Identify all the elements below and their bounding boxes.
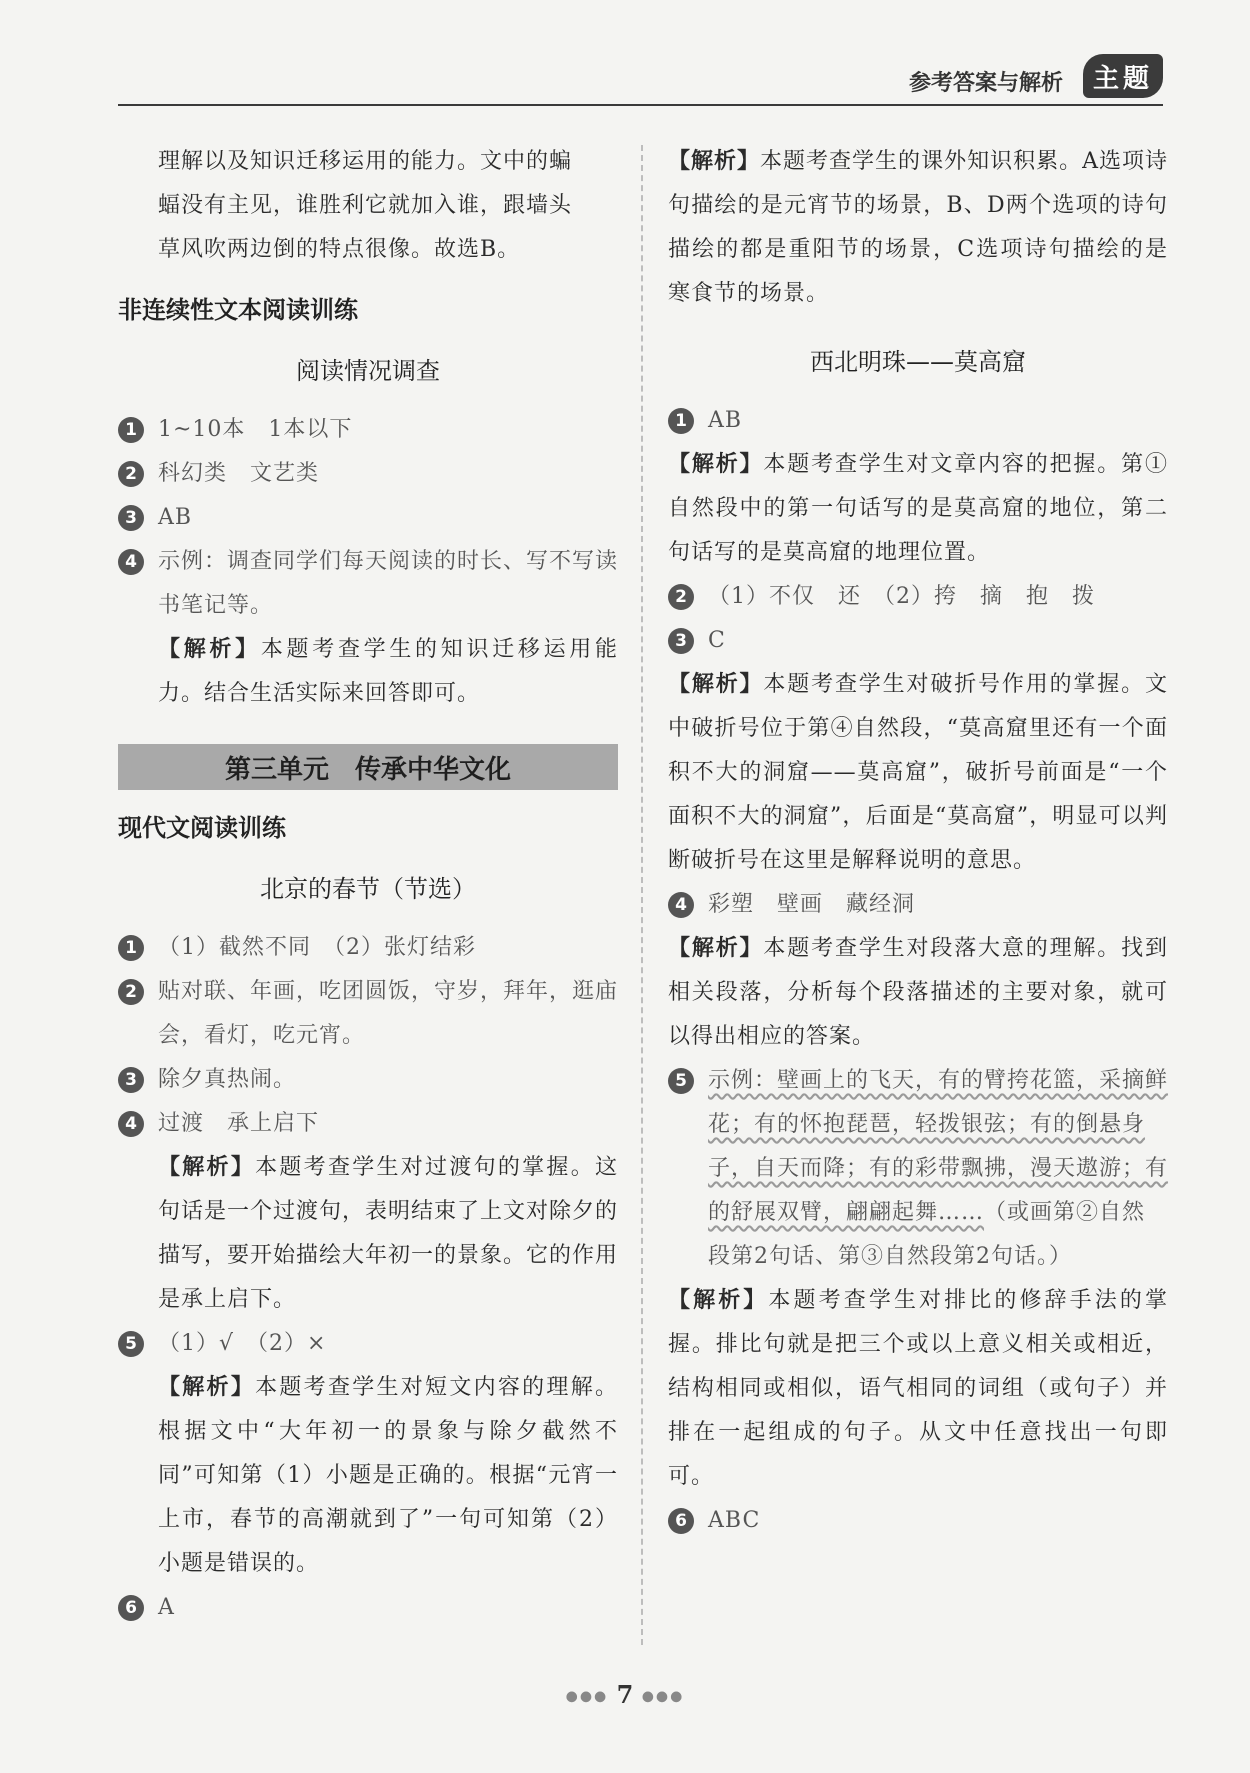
column-divider [641,145,643,1645]
analysis-paragraph [118,1146,618,1322]
analysis-tag: 【解析】 [668,672,764,697]
answer-item [118,1102,618,1146]
question-number: 6 [668,1508,694,1534]
answer-text: （1）不仅 还 （2）挎 摘 抱 拨 [708,584,1095,609]
answer-underlined: 示例：壁画上的飞天，有的臂挎花篮，采摘鲜花；有的怀抱琵琶，轻拨银弦；有的倒悬身子，自天而降；有的彩带飘拂，漫天遨游；有的舒展双臂，翩翩起舞…… [708,1068,1169,1225]
intro-line-1: 理解以及知识迁移运用的能力。文中的蝙 [158,149,573,174]
analysis-paragraph [118,1366,618,1586]
answer-text: 贴对联、年画，吃团圆饭，守岁，拜年，逛庙会，看灯，吃元宵。 [158,979,619,1048]
answer-item [118,926,618,970]
question-number: 2 [118,979,144,1005]
question-number: 6 [118,1595,144,1621]
analysis-tag: 【解析】 [158,637,261,662]
analysis-text: 本题考查学生对排比的修辞手法的掌握。排比句就是把三个或以上意义相关或相近，结构相同或相似，语气相同的词组（或句子）并排在一起组成的句子。从文中任意找出一句即可。 [668,1288,1168,1489]
footer-dots-right: ●●● [641,1688,685,1705]
answer-text: 1~10本 1本以下 [158,417,353,442]
article-title: 西北明珠——莫高窟 [810,348,1026,376]
article-title: 北京的春节（节选） [260,875,476,903]
answer-item [118,970,618,1058]
intro-line-3: 草风吹两边倒的特点很像。故选B。 [158,237,521,262]
section-heading: 非连续性文本阅读训练 [118,296,358,324]
answer-item [118,1586,618,1630]
analysis-paragraph [118,628,618,716]
header-badge: 主题 [1083,54,1163,98]
answer-text: C [708,628,726,653]
answer-text: 过渡 承上启下 [158,1111,320,1136]
answer-tail: （或画第②自然段第2句话、第③自然段第2句话。） [708,1200,1146,1269]
question-number: 5 [668,1068,694,1094]
analysis-text: 本题考查学生对短文内容的理解。根据文中“大年初一的景象与除夕截然不同”可知第（1）小题是正确的。根据“元宵一上市，春节的高潮就到了”一句可知第（2）小题是错误的。 [158,1375,618,1576]
answer-text: ABC [708,1508,761,1533]
answer-text: 彩塑 壁画 藏经洞 [708,892,916,917]
answer-text: AB [158,505,193,530]
answer-item [668,619,1168,663]
question-number: 4 [668,892,694,918]
analysis-text: 本题考查学生对文章内容的把握。第①自然段中的第一句话写的是莫高窟的地位，第二句话写的是莫高窟的地理位置。 [668,452,1168,565]
answer-text: A [158,1595,175,1620]
answer-text: 除夕真热闹。 [158,1067,297,1092]
analysis-text: 本题考查学生的课外知识积累。A选项诗句描绘的是元宵节的场景，B、D两个选项的诗句描绘的都是重阳节的场景，C选项诗句描绘的是寒食节的场景。 [668,149,1168,306]
answer-item [118,496,618,540]
left-column [118,140,618,1630]
question-number: 2 [668,584,694,610]
question-number: 1 [668,408,694,434]
analysis-tag: 【解析】 [668,1288,769,1313]
answer-item [118,1322,618,1366]
answer-text: 示例：调查同学们每天阅读的时长、写不写读书笔记等。 [158,549,619,618]
answer-item [668,1499,1168,1543]
page-number: 7 [616,1680,634,1709]
answer-item [118,452,618,496]
page-footer [0,1680,1250,1709]
question-number: 1 [118,935,144,961]
analysis-text: 本题考查学生的知识迁移运用能力。结合生活实际来回答即可。 [158,637,618,706]
right-column [668,140,1168,1543]
question-number: 1 [118,417,144,443]
analysis-tag: 【解析】 [158,1155,256,1180]
unit-banner: 第三单元 传承中华文化 [118,744,618,790]
page-header [118,48,1163,106]
analysis-paragraph [668,927,1168,1059]
header-title: 参考答案与解析 [908,71,1063,96]
article-title: 阅读情况调查 [296,357,440,385]
question-number: 3 [118,505,144,531]
question-number: 5 [118,1331,144,1357]
answer-text: 科幻类 文艺类 [158,461,320,486]
question-number: 2 [118,461,144,487]
analysis-paragraph [668,1279,1168,1499]
answer-item [668,399,1168,443]
analysis-text: 本题考查学生对破折号作用的掌握。文中破折号位于第④自然段，“莫高窟里还有一个面积不大的洞窟——莫高窟”，破折号前面是“一个面积不大的洞窟”，后面是“莫高窟”，明显可以判断破折号在这里是解释说明的意思。 [668,672,1168,873]
answer-text: （1）√ （2）× [158,1331,327,1356]
section-heading: 现代文阅读训练 [118,814,286,842]
footer-dots-left: ●●● [565,1688,609,1705]
answer-text [708,1059,1168,1279]
question-number: 3 [668,628,694,654]
analysis-tag: 【解析】 [668,149,761,174]
analysis-paragraph [668,663,1168,883]
question-number: 3 [118,1067,144,1093]
answer-item [118,540,618,628]
answer-item [668,575,1168,619]
answer-item [668,883,1168,927]
analysis-tag: 【解析】 [158,1375,256,1400]
question-number: 4 [118,1111,144,1137]
intro-line-2: 蝠没有主见，谁胜利它就加入谁，跟墙头 [158,193,573,218]
question-number: 4 [118,549,144,575]
analysis-paragraph [668,140,1168,316]
answer-text: AB [708,408,743,433]
answer-item [118,1058,618,1102]
analysis-tag: 【解析】 [668,452,764,477]
analysis-paragraph [668,443,1168,575]
analysis-text: 本题考查学生对过渡句的掌握。这句话是一个过渡句，表明结束了上文对除夕的描写，要开始描绘大年初一的景象。它的作用是承上启下。 [158,1155,619,1312]
analysis-text: 本题考查学生对段落大意的理解。找到相关段落，分析每个段落描述的主要对象，就可以得出相应的答案。 [668,936,1168,1049]
analysis-tag: 【解析】 [668,936,764,961]
answer-item [668,1059,1168,1279]
answer-text: （1）截然不同 （2）张灯结彩 [158,935,476,960]
answer-item [118,408,618,452]
